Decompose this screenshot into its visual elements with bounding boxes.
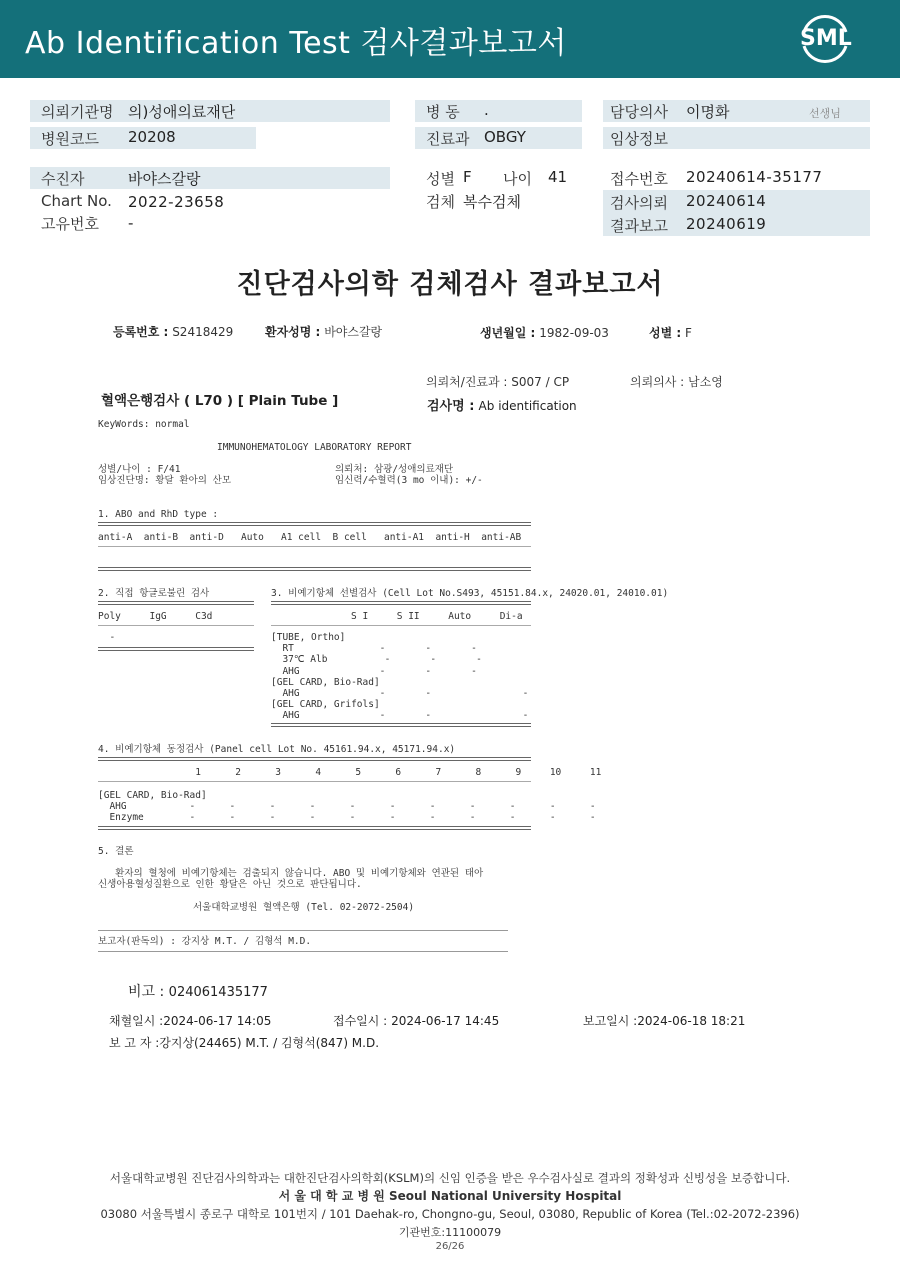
divider (98, 546, 531, 547)
divider (98, 625, 254, 626)
pregnancy: 임신력/수혈력(3 mo 이내): +/- (335, 475, 483, 486)
report-row: [TUBE, Ortho] (271, 632, 346, 643)
divider (98, 829, 531, 830)
specimen-label: 검체 (426, 193, 455, 211)
patient-label: 수진자 (41, 170, 85, 188)
screen-header: S I S II Auto Di-a (351, 611, 523, 622)
receipt-no-value: 20240614-35177 (686, 168, 823, 186)
unique-id-value: - (128, 214, 134, 232)
dat-header: Poly IgG C3d (98, 611, 213, 622)
physician-value: 이명화 (686, 103, 730, 121)
footer-accreditation: 서울대학교병원 진단검사의학과는 대한진단검사의학회(KSLM)의 신임 인증을 받은 우수검사실로 결과의 정확성과 신빙성을 보증합니다. (109, 1171, 791, 1185)
remark-value: 024061435177 (168, 985, 268, 1000)
ordering-institution-label: 의뢰기관명 (41, 103, 114, 121)
screen-title: 3. 비예기항체 선별검사 (Cell Lot No.S493, 45151.84.x, 24020.01, 24010.01) (271, 588, 669, 599)
requesting-doctor: 의뢰의사 : 남소영 (630, 375, 723, 389)
abo-title: 1. ABO and RhD type : (98, 509, 219, 520)
dob (480, 324, 609, 341)
report-title: 진단검사의학 검체검사 결과보고서 (236, 269, 664, 300)
report-row: 37℃ Alb - - - (271, 654, 482, 666)
unique-id-label: 고유번호 (41, 215, 99, 233)
reg-no (113, 323, 233, 340)
reg-no-label: 등록번호 : (113, 325, 169, 339)
divider (98, 650, 254, 651)
section-title: 혈액은행검사 ( L70 ) [ Plain Tube ] (101, 393, 339, 409)
report-sex (649, 324, 692, 341)
report-row: Enzyme - - - - - - - - - - - (98, 811, 596, 823)
report-time-label: 보고일시 : (583, 1014, 638, 1028)
chart-label: Chart No. (41, 192, 112, 210)
panel-title: 4. 비예기항체 동정검사 (Panel cell Lot No. 45161.94.x, 45171.94.x) (98, 744, 456, 755)
patient-name (265, 323, 382, 340)
divider (271, 625, 531, 626)
divider (98, 570, 531, 571)
divider (271, 726, 531, 727)
report-time (583, 1012, 745, 1029)
report-row: RT - - - (271, 643, 477, 655)
dob-label: 생년월일 : (480, 326, 536, 340)
panel-header: 1 2 3 4 5 6 7 8 9 10 11 (98, 767, 602, 778)
conclusion-line-1: 환자의 혈청에 비예기항체는 검출되지 않습니다. ABO 및 비예기항체와 연관된 태아 (98, 868, 484, 879)
department-label: 진료과 (426, 130, 470, 148)
abo-header: anti-A anti-B anti-D Auto A1 cell B cell anti-A1 anti-H anti-AB (98, 532, 522, 543)
page-header-title: Ab Identification Test 검사결과보고서 (25, 26, 567, 61)
reporter-line: 보고자(판독의) : 강지상 M.T. / 김형석 M.D. (98, 936, 312, 947)
final-reporter (109, 1034, 379, 1051)
collect-label: 채혈일시 : (109, 1014, 164, 1028)
report-row: AHG - - - - - - - - - - - (98, 800, 596, 812)
report-row: AHG - - - (271, 665, 477, 677)
report-date-label: 결과보고 (610, 217, 668, 235)
collect-value: 2024-06-17 14:05 (163, 1014, 272, 1028)
patient-name-value: 바야스갈랑 (324, 325, 383, 339)
receive-value: 2024-06-17 14:45 (391, 1014, 500, 1028)
divider (271, 604, 531, 605)
dept-line: 의뢰처/진료과 : S007 / CP (426, 375, 570, 389)
lab-report-title: IMMUNOHEMATOLOGY LABORATORY REPORT (217, 442, 412, 453)
requester: 의뢰처: 삼광/성애의료재단 (335, 464, 454, 475)
test-name (427, 395, 577, 414)
keywords: KeyWords: normal (98, 419, 190, 430)
remark (128, 981, 268, 1001)
sml-logo-text: SML (800, 26, 852, 51)
divider (98, 525, 531, 526)
test-name-value: Ab identification (478, 399, 577, 413)
request-date-value: 20240614 (686, 192, 767, 210)
report-date-value: 20240619 (686, 215, 767, 233)
report-row: [GEL CARD, Grifols] (271, 699, 380, 711)
divider (271, 723, 531, 724)
receipt-no-label: 접수번호 (610, 170, 668, 188)
remark-label: 비고 : (128, 984, 165, 1000)
report-sex-value: F (685, 326, 692, 340)
divider (98, 604, 254, 605)
ordering-institution-value: 의)성애의료재단 (128, 103, 236, 121)
report-row: [GEL CARD, Bio-Rad] (271, 676, 380, 688)
test-name-label: 검사명 : (427, 399, 475, 414)
department-value: OBGY (484, 128, 526, 146)
footer-hospital-name: 서 울 대 학 교 병 원 Seoul National University Hospital (278, 1189, 622, 1203)
hospital-code-value: 20208 (128, 128, 176, 146)
report-sex-label: 성별 : (649, 326, 682, 340)
dat-value: - (98, 632, 116, 643)
sex-value: F (463, 168, 472, 186)
dat-title: 2. 직접 항글로불린 검사 (98, 588, 210, 599)
divider (98, 647, 254, 648)
report-row: AHG - - - (271, 688, 529, 699)
divider (98, 522, 531, 523)
ward-label: 병 동 (426, 103, 460, 121)
divider (98, 757, 531, 758)
clinical-info-label: 임상정보 (610, 130, 668, 148)
final-reporter-label: 보 고 자 : (109, 1036, 160, 1050)
conclusion-title: 5. 결론 (98, 846, 134, 857)
sex-label: 성별 (426, 170, 455, 188)
footer-institution-no: 기관번호:11100079 (398, 1226, 502, 1239)
footer-address: 03080 서울특별시 종로구 대학로 101번지 / 101 Daehak-ro, Chongno-gu, Seoul, 03080, Republic of Korea (Tel.:02-2072-2396) (100, 1207, 800, 1221)
specimen-value: 복수검체 (463, 193, 521, 211)
age-value: 41 (548, 168, 568, 186)
header-bar (0, 0, 900, 78)
divider (98, 760, 531, 761)
final-reporter-value: 강지상(24465) M.T. / 김형석(847) M.D. (159, 1036, 380, 1050)
physician-suffix: 선생님 (809, 107, 841, 120)
reg-no-value: S2418429 (172, 325, 234, 339)
patient-name-label: 환자성명 : (265, 325, 321, 339)
hospital-code-label: 병원코드 (41, 130, 99, 148)
dob-value: 1982-09-03 (539, 326, 609, 340)
divider (98, 930, 508, 931)
footer-page-number: 26/26 (435, 1241, 465, 1252)
divider (98, 567, 531, 568)
divider (98, 781, 531, 782)
blood-bank: 서울대학교병원 혈액은행 (Tel. 02-2072-2504) (193, 902, 415, 913)
patient-value: 바야스갈랑 (128, 170, 201, 188)
ward-value: . (484, 101, 489, 119)
diagnosis: 임상진단명: 황달 환아의 산모 (98, 475, 232, 486)
divider (98, 601, 254, 602)
divider (271, 601, 531, 602)
report-row: [GEL CARD, Bio-Rad] (98, 790, 207, 801)
sex-age: 성별/나이 : F/41 (98, 464, 181, 475)
chart-value: 2022-23658 (128, 193, 225, 211)
report-row: AHG - - - (271, 710, 529, 722)
divider (98, 826, 531, 827)
report-time-value: 2024-06-18 18:21 (637, 1014, 746, 1028)
divider (98, 951, 508, 952)
receive-label: 접수일시 : (333, 1014, 388, 1028)
receive-time (333, 1012, 499, 1029)
age-label: 나이 (503, 170, 532, 188)
request-date-label: 검사의뢰 (610, 194, 668, 212)
collect-time (109, 1012, 271, 1029)
physician-label: 담당의사 (610, 103, 668, 121)
conclusion-line-2: 신생아용혈성질환으로 인한 황달은 아닌 것으로 판단됩니다. (98, 879, 362, 890)
